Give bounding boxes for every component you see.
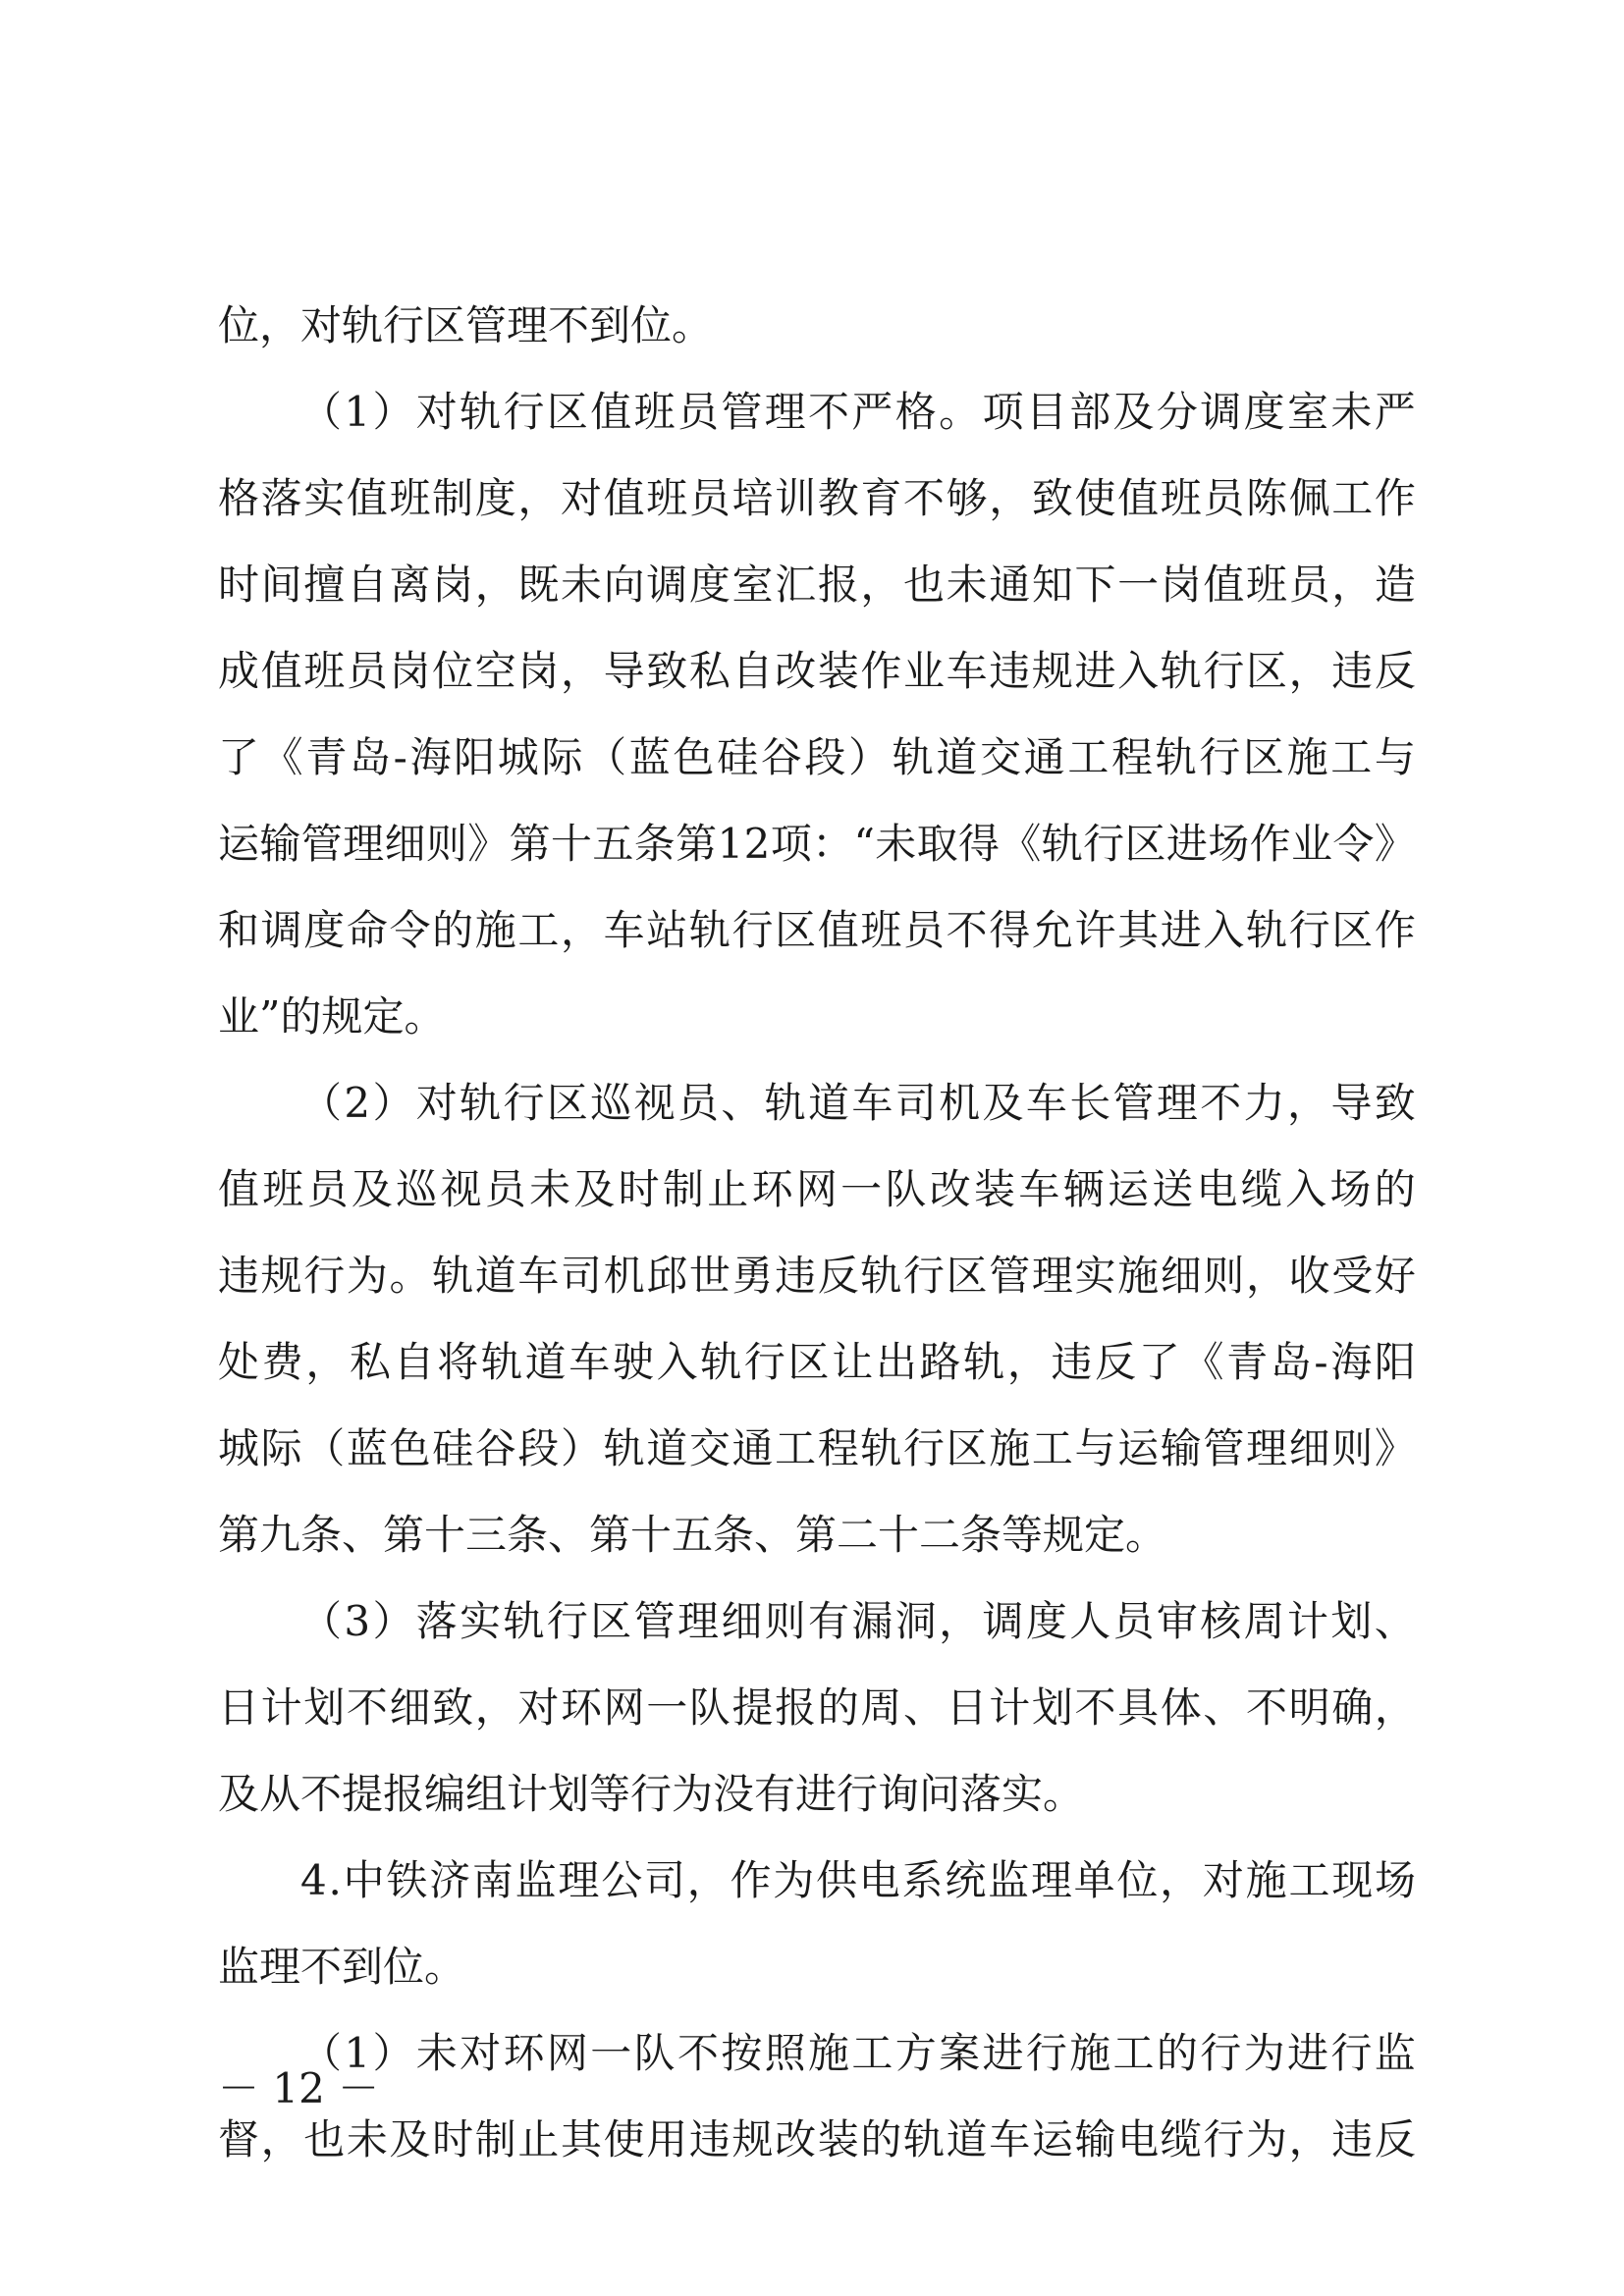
text-line: 业”的规定。 — [218, 992, 446, 1041]
text-line: （ 1 ） 对 轨 行 区 值 班 员 管 理 不 严 格 。 项 目 部 及 分 调 度 室 未 严 — [300, 388, 1416, 436]
document-body — [218, 283, 1416, 2183]
text-line: 监理不到位。 — [218, 1943, 466, 1991]
text-line: 格 落 实 值 班 制 度 ， 对 值 班 员 培 训 教 育 不 够 ， 致 使 值 班 员 陈 佩 工 作 — [218, 474, 1416, 522]
text-line: 成 值 班 员 岗 位 空 岗 ， 导 致 私 自 改 装 作 业 车 违 规 进 入 轨 行 区 ， 违 反 — [218, 647, 1416, 695]
text-line: 运 输 管 理 细 则 》 第 十 五 条 第 1 2 项 ： “ 未 取 得 《 轨 行 区 进 场 作 业 令 》 — [218, 820, 1416, 868]
text-line: 位，对轨行区管理不到位。 — [218, 301, 714, 349]
text-line: 日 计 划 不 细 致 ， 对 环 网 一 队 提 报 的 周 、 日 计 划 不 具 体 、 不 明 确 ， — [218, 1683, 1416, 1732]
text-line: 时 间 擅 自 离 岗 ， 既 未 向 调 度 室 汇 报 ， 也 未 通 知 下 一 岗 值 班 员 ， 造 — [218, 561, 1416, 609]
text-line: 了 《 青 岛 - 海 阳 城 际 （ 蓝 色 硅 谷 段 ） 轨 道 交 通 工 程 轨 行 区 施 工 与 — [218, 733, 1416, 781]
text-line: （ 2 ） 对 轨 行 区 巡 视 员 、 轨 道 车 司 机 及 车 长 管 理 不 力 ， 导 致 — [300, 1079, 1416, 1127]
text-line: 督 ， 也 未 及 时 制 止 其 使 用 违 规 改 装 的 轨 道 车 运 输 电 缆 行 为 ， 违 反 — [218, 2115, 1416, 2163]
text-line: 城 际 （ 蓝 色 硅 谷 段 ） 轨 道 交 通 工 程 轨 行 区 施 工 与 运 输 管 理 细 则 》 — [218, 1424, 1416, 1472]
text-line: （ 3 ） 落 实 轨 行 区 管 理 细 则 有 漏 洞 ， 调 度 人 员 审 核 周 计 划 、 — [300, 1597, 1416, 1645]
text-line: （ 1 ） 未 对 环 网 一 队 不 按 照 施 工 方 案 进 行 施 工 的 行 为 进 行 监 — [300, 2029, 1416, 2077]
text-line: 及从不提报编组计划等行为没有进行询问落实。 — [218, 1770, 1085, 1818]
text-line: 4 . 中 铁 济 南 监 理 公 司 ， 作 为 供 电 系 统 监 理 单 位 ， 对 施 工 现 场 — [300, 1856, 1416, 1904]
text-line: 和 调 度 命 令 的 施 工 ， 车 站 轨 行 区 值 班 员 不 得 允 许 其 进 入 轨 行 区 作 — [218, 906, 1416, 954]
text-line: 第九条、第十三条、第十五条、第二十二条等规定。 — [218, 1511, 1167, 1559]
text-line: 值 班 员 及 巡 视 员 未 及 时 制 止 环 网 一 队 改 装 车 辆 运 送 电 缆 入 场 的 — [218, 1165, 1416, 1213]
text-line: 违 规 行 为 。 轨 道 车 司 机 邱 世 勇 违 反 轨 行 区 管 理 实 施 细 则 ， 收 受 好 — [218, 1252, 1416, 1300]
page-number: － 12 － — [218, 2064, 380, 2112]
text-line: 处 费 ， 私 自 将 轨 道 车 驶 入 轨 行 区 让 出 路 轨 ， 违 反 了 《 青 岛 - 海 阳 — [218, 1338, 1416, 1386]
